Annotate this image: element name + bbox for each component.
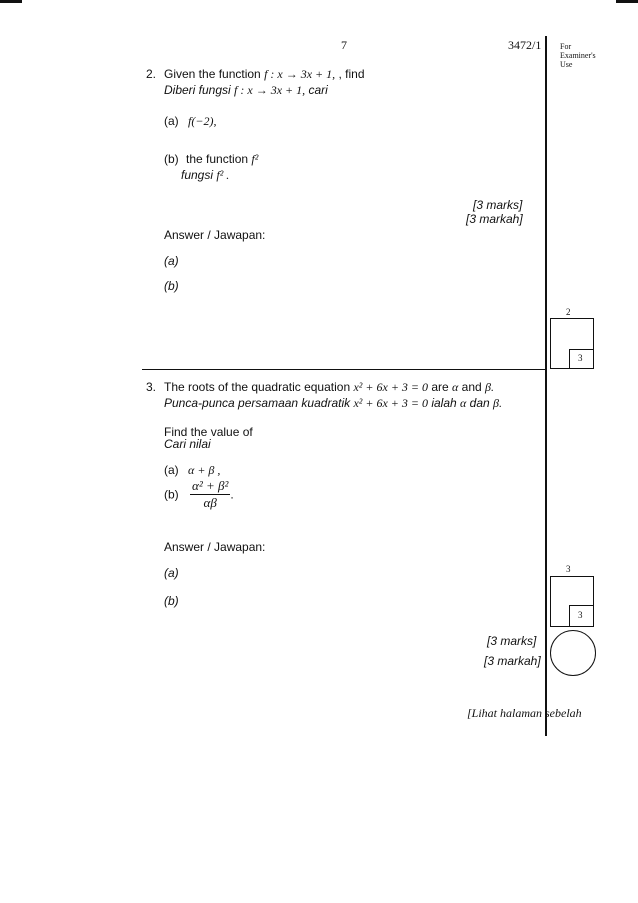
q3-part-a-label: (a) — [164, 463, 179, 477]
q3-stem-are: are — [428, 380, 453, 394]
q3-find-en: Find the value of — [164, 425, 253, 439]
q3-max-score: 3 — [578, 610, 583, 620]
q2-box-number: 2 — [566, 307, 571, 317]
examiner-label: Use — [560, 60, 573, 69]
paper-code: 3472/1 — [508, 38, 542, 52]
q2-part-b-expr: f² — [251, 152, 259, 166]
q3-stem-en — [164, 380, 494, 395]
q3-part-b-tail: . — [230, 487, 234, 502]
next-page-note: [Lihat halaman sebelah — [467, 706, 582, 720]
q2-part-b-ms-text: fungsi — [181, 168, 217, 182]
q2-marks-ms: [3 markah] — [466, 212, 523, 226]
q3-answer-a: (a) — [164, 566, 179, 580]
q2-part-a — [164, 114, 216, 129]
q3-part-a — [164, 463, 220, 478]
q3-beta: β. — [485, 380, 495, 394]
q3-part-a-expr: α + β , — [188, 463, 221, 477]
q2-stem-ms-text: Diberi fungsi — [164, 83, 235, 97]
examiner-label: Examiner's — [560, 51, 596, 60]
q3-box-number: 3 — [566, 564, 571, 574]
q3-beta-ms: β. — [493, 396, 503, 410]
q3-equation-ms: x² + 6x + 3 = 0 — [353, 396, 428, 410]
q2-max-score: 3 — [578, 353, 583, 363]
q2-part-b-ms-expr: f² . — [216, 168, 230, 182]
q3-alpha-ms: α — [460, 396, 467, 410]
q3-part-b-label: (b) — [164, 487, 179, 502]
q3-part-b-denominator: αβ — [203, 495, 217, 510]
q3-alpha: α — [452, 380, 459, 394]
q2-answer-label — [164, 228, 265, 242]
q2-stem-en-text: Given the function — [164, 67, 265, 81]
scan-edge-right — [616, 0, 638, 3]
q3-number: 3. — [146, 380, 157, 394]
q3-part-b-numerator: α² + β² — [192, 478, 229, 493]
q3-marks-ms: [3 markah] — [484, 654, 541, 668]
q2-stem-en — [164, 67, 365, 82]
q3-stem-ms — [164, 396, 502, 411]
q2-part-a-expr: f(−2), — [188, 114, 217, 128]
q3-answer-label: Answer / Jawapan: — [164, 540, 266, 554]
q2-stem-ms-cari: cari — [305, 83, 328, 97]
q2-part-b — [164, 152, 258, 167]
q2-answer-a: (a) — [164, 254, 179, 268]
q2-answer-label-text: Answer / Jawapan: — [164, 228, 266, 242]
question-separator — [142, 369, 547, 370]
q3-part-b-fraction — [190, 478, 230, 511]
q2-stem-en-find: , find — [335, 67, 365, 81]
q2-marks-en: [3 marks] — [473, 198, 523, 212]
scan-edge-left — [0, 0, 22, 3]
q2-part-a-label: (a) — [164, 114, 179, 128]
q3-stem-ms-dan: dan — [466, 396, 494, 410]
page-number: 7 — [341, 38, 347, 52]
q3-answer-b: (b) — [164, 594, 179, 608]
examiner-margin-line — [545, 36, 547, 736]
q3-stem-and: and — [458, 380, 486, 394]
q2-part-b-text: the function — [186, 152, 252, 166]
q3-stem-en-text: The roots of the quadratic equation — [164, 380, 354, 394]
q2-part-b-label: (b) — [164, 152, 179, 166]
examiner-column-header — [560, 42, 596, 69]
q3-stem-ms-ialah: ialah — [428, 396, 461, 410]
q2-stem-ms — [164, 83, 328, 98]
q3-equation: x² + 6x + 3 = 0 — [353, 380, 429, 394]
q2-answer-b: (b) — [164, 279, 179, 293]
page-total-circle[interactable] — [550, 630, 596, 676]
q3-stem-ms-text: Punca-punca persamaan kuadratik — [164, 396, 354, 410]
q2-number: 2. — [146, 67, 157, 81]
q2-function-ms: f : x → 3x + 1, — [234, 83, 306, 97]
q2-function: f : x → 3x + 1, — [264, 67, 336, 81]
examiner-label: For — [560, 42, 572, 51]
q3-part-b — [164, 478, 234, 511]
q3-find-ms: Cari nilai — [164, 437, 211, 451]
q3-marks-en: [3 marks] — [487, 634, 537, 648]
q2-part-b-ms — [181, 168, 229, 183]
